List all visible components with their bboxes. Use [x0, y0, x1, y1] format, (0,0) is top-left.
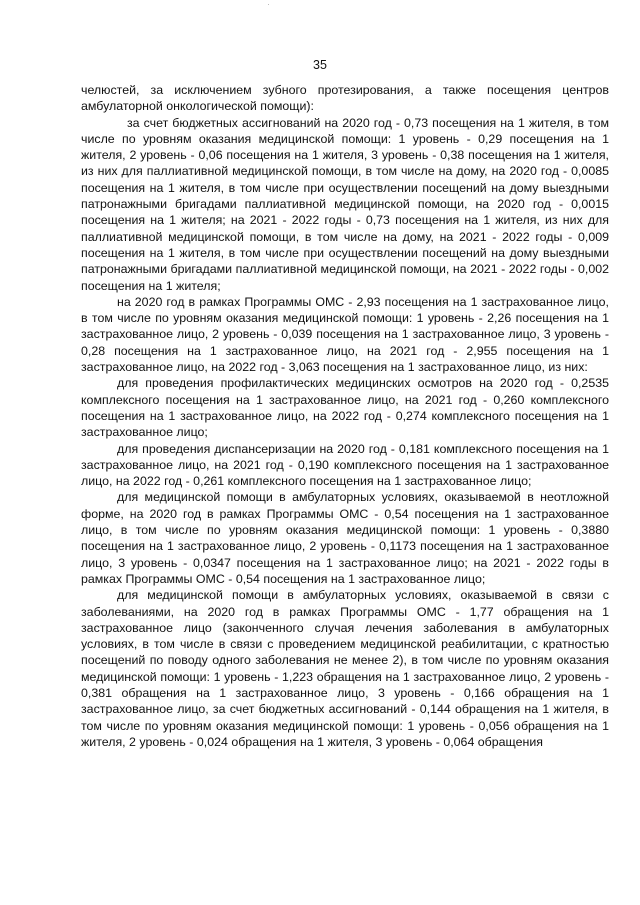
paragraph-urgent-outpatient-care: для медицинской помощи в амбулаторных условиях, оказываемой в неотложной форме, на 2020 год в рамках Программы ОМС - 0,54 посещения на 1 застрахованное лицо, в том числе по уровням оказания медицинской помощи: 1 уровень - 0,3880 посещения на 1 застрахованное лицо, 2 уровень - 0,1173 посещения на 1 застрахованное лицо, 3 уровень - 0,0347 посещения на 1 застрахованное лицо; на 2021 - 2022 годы в рамках Программы ОМС - 0,54 посещения на 1 застрахованное лицо;	[81, 490, 609, 586]
paragraph-budget-allocations: за счет бюджетных ассигнований на 2020 год - 0,73 посещения на 1 жителя, в том числе по уровням оказания медицинской помощи: 1 уровень - 0,29 посещения на 1 жителя, 2 уровень - 0,06 посещения на 1 жителя, 3 уровень - 0,38 посещения на 1 жителя, из них для паллиативной медицинской помощи, в том числе на дому, на 2020 год - 0,0085 посещения на 1 жителя, в том числе при осуществлении посещений на дому выездными патронажными бригадами паллиативной медицинской помощи, на 2020 год - 0,0015 посещения на 1 жителя; на 2021 - 2022 годы - 0,73 посещения на 1 жителя, из них для паллиативной медицинской помощи, в том числе на дому, на 2021 - 2022 годы - 0,009 посещения на 1 жителя, в том числе при осуществлении посещений на дому выездными патронажными бригадами паллиативной медицинской помощи, на 2021 - 2022 годы - 0,002 посещения на 1 жителя;	[81, 115, 609, 293]
paragraph-oms-program: на 2020 год в рамках Программы ОМС - 2,93 посещения на 1 застрахованное лицо, в том числе по уровням оказания медицинской помощи: 1 уровень - 2,26 посещения на 1 застрахованное лицо, 2 уровень - 0,039 посещения на 1 застрахованное лицо, 3 уровень - 0,28 посещения на 1 застрахованное лицо, на 2021 год - 2,955 посещения на 1 застрахованное лицо, на 2022 год - 3,063 посещения на 1 застрахованное лицо, из них:	[81, 294, 609, 375]
paragraph-preventive-exams: для проведения профилактических медицинских осмотров на 2020 год - 0,2535 комплексного посещения на 1 застрахованное лицо, на 2021 год - 0,260 комплексного посещения на 1 застрахованное лицо, на 2022 год - 0,274 комплексного посещения на 1 застрахованное лицо;	[81, 376, 609, 440]
paragraph-dispensarization: для проведения диспансеризации на 2020 год - 0,181 комплексного посещения на 1 застрахованное лицо, на 2021 год - 0,190 комплексного посещения на 1 застрахованное лицо, на 2022 год - 0,261 комплексного посещения на 1 застрахованное лицо;	[81, 441, 609, 489]
paragraph-disease-outpatient-care: для медицинской помощи в амбулаторных условиях, оказываемой в связи с заболеваниями, на 2020 год в рамках Программы ОМС - 1,77 обращения на 1 застрахованное лицо (законченного случая лечения заболевания в амбулаторных условиях, в том числе в связи с проведением медицинской реабилитации, с кратностью посещений по поводу одного заболевания не менее 2), в том числе по уровням оказания медицинской помощи: 1 уровень - 1,223 обращения на 1 застрахованное лицо, 2 уровень - 0,381 обращения на 1 застрахованное лицо, 3 уровень - 0,166 обращения на 1 застрахованное лицо, за счет бюджетных ассигнований - 0,144 обращения на 1 жителя, в том числе по уровням оказания медицинской помощи: 1 уровень - 0,056 обращения на 1 жителя, 2 уровень - 0,024 обращения на 1 жителя, 3 уровень - 0,064 обращения	[81, 588, 609, 749]
paragraph-continuation: челюстей, за исключением зубного протезирования, а также посещения центров амбулаторной онкологической помощи):	[81, 83, 609, 114]
page-number: 35	[313, 58, 327, 72]
document-body	[81, 82, 609, 750]
scan-speck	[268, 4, 269, 5]
